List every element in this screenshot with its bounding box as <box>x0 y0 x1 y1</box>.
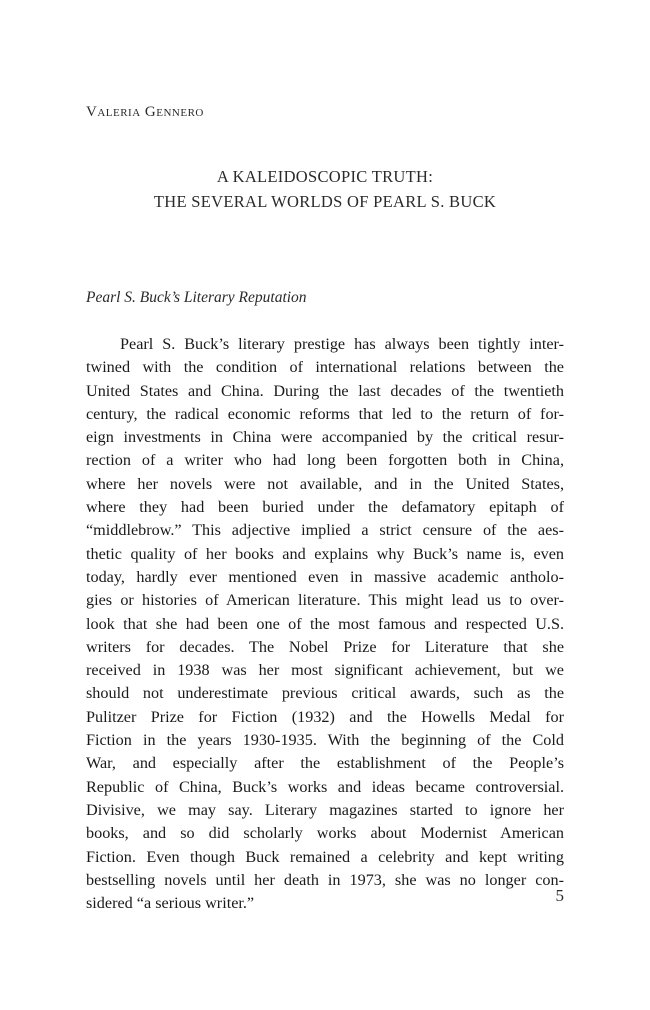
text-line: United States and China. During the last decades of the twentieth <box>86 381 564 400</box>
text-line: War, and especially after the establishment of the People’s <box>86 754 564 773</box>
text-line: sidered “a serious writer.” <box>86 894 255 913</box>
title-line: A KALEIDOSCOPIC TRUTH: <box>216 167 434 186</box>
text-line: twined with the condition of international relations between the <box>86 358 564 377</box>
text-line: rection of a writer who had long been forgotten both in China, <box>86 451 564 470</box>
text-line: bestselling novels until her death in 1973, she was no longer con- <box>86 870 564 889</box>
author-name: Valeria Gennero <box>86 104 204 120</box>
text-line: Fiction in the years 1930-1935. With the beginning of the Cold <box>86 731 564 750</box>
text-line: should not underestimate previous critical awards, such as the <box>86 684 564 703</box>
text-line: gies or histories of American literature. This might lead us to over- <box>86 591 564 610</box>
body-paragraph <box>86 333 564 915</box>
section-heading: Pearl S. Buck’s Literary Reputation <box>86 289 307 306</box>
page-number: 5 <box>555 886 564 905</box>
text-line: where they had been buried under the defamatory epitaph of <box>86 498 564 517</box>
text-line: thetic quality of her books and explains why Buck’s name is, even <box>86 544 564 563</box>
text-line: Fiction. Even though Buck remained a celebrity and kept writing <box>86 847 564 866</box>
text-line: eign investments in China were accompanied by the critical resur- <box>86 428 564 447</box>
text-line: century, the radical economic reforms that led to the return of for- <box>86 404 564 423</box>
text-line: Pearl S. Buck’s literary prestige has always been tightly inter- <box>120 335 564 353</box>
text-line: “middlebrow.” This adjective implied a strict censure of the aes- <box>86 521 564 540</box>
text-line: Divisive, we may say. Literary magazines started to ignore her <box>86 800 564 819</box>
text-line: today, hardly ever mentioned even in massive academic antholo- <box>86 567 564 586</box>
text-line: where her novels were not available, and in the United States, <box>86 474 564 493</box>
chapter-title <box>86 164 564 214</box>
title-line: THE SEVERAL WORLDS OF PEARL S. BUCK <box>153 192 497 211</box>
text-line: books, and so did scholarly works about Modernist American <box>86 824 564 843</box>
text-line: Republic of China, Buck’s works and ideas became controversial. <box>86 777 564 796</box>
text-line: Pulitzer Prize for Fiction (1932) and the Howells Medal for <box>86 707 564 726</box>
text-line: writers for decades. The Nobel Prize for Literature that she <box>86 637 564 656</box>
text-line: received in 1938 was her most significant achievement, but we <box>86 661 564 680</box>
text-line: look that she had been one of the most famous and respected U.S. <box>86 614 564 633</box>
